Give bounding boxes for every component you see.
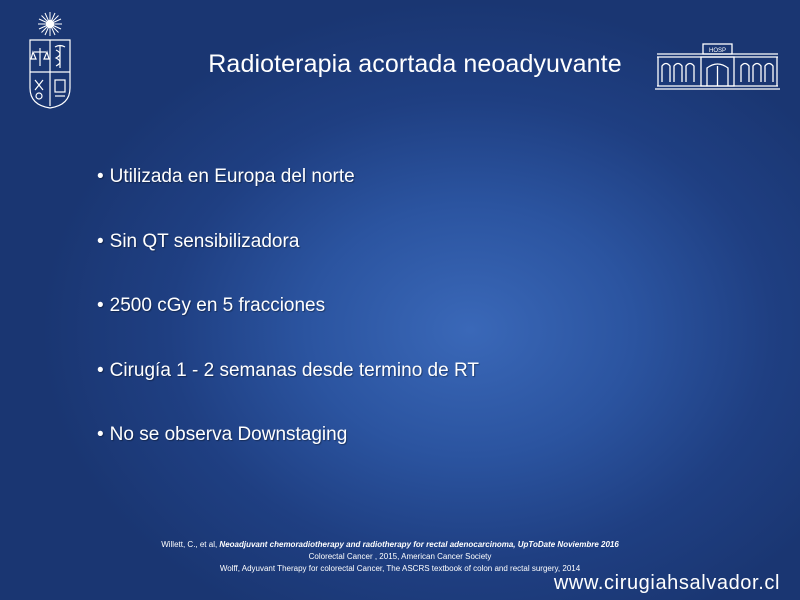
bullet-text: 2500 cGy en 5 fracciones bbox=[109, 295, 326, 316]
bullet-dot: • bbox=[97, 230, 104, 252]
bullet-dot: • bbox=[97, 359, 104, 381]
hospital-building-icon bbox=[655, 42, 780, 90]
bullet-item bbox=[97, 292, 479, 357]
bullet-text: Sin QT sensibilizadora bbox=[109, 230, 300, 252]
bullet-dot: • bbox=[97, 166, 104, 187]
references bbox=[0, 539, 800, 575]
bullet-item bbox=[97, 357, 479, 422]
reference-2: Colorectal Cancer , 2015, American Cancer Society bbox=[308, 552, 492, 561]
bullet-text: No se observa Downstaging bbox=[109, 424, 348, 445]
footer-url: www.cirugiahsalvador.cl bbox=[553, 572, 780, 594]
hospital-sign-text: HOSP bbox=[708, 48, 727, 54]
reference-1: Willett, C., et al, Neoadjuvant chemoradiotherapy and radiotherapy for rectal adenocarcinoma, UpToDate Noviembre 2016 bbox=[161, 540, 619, 549]
bullet-dot: • bbox=[97, 295, 104, 316]
bullet-dot: • bbox=[97, 424, 104, 445]
bullet-text: Utilizada en Europa del norte bbox=[109, 166, 355, 187]
bullet-text: Cirugía 1 - 2 semanas desde termino de RT bbox=[109, 359, 479, 381]
bullet-item bbox=[97, 163, 479, 228]
slide-title: Radioterapia acortada neoadyuvante bbox=[208, 50, 622, 78]
reference-3: Wolff, Adyuvant Therapy for colorectal Cancer, The ASCRS textbook of colon and rectal surgery, 2014 bbox=[219, 564, 581, 573]
bullet-item bbox=[97, 421, 479, 486]
bullet-item bbox=[97, 228, 479, 293]
bullet-list bbox=[97, 163, 479, 486]
